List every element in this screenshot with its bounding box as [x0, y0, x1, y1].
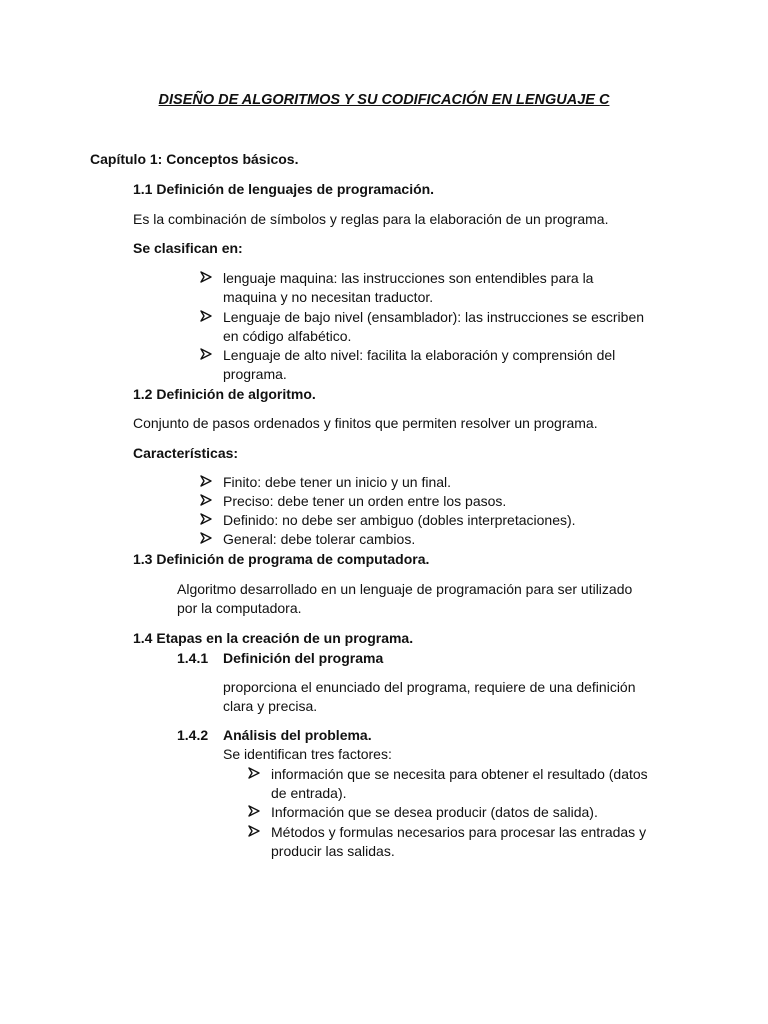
list-item-continuation: programa. [223, 366, 287, 382]
section-1-2-heading: 1.2 Definición de algoritmo. [133, 386, 316, 402]
section-1-2-definition: Conjunto de pasos ordenados y finitos que permiten resolver un programa. [133, 415, 598, 431]
section-1-3-heading: 1.3 Definición de programa de computadora. [133, 551, 430, 567]
list-item-continuation: maquina y no necesitan traductor. [223, 289, 434, 305]
arrow-bullet-icon [200, 494, 214, 508]
section-1-3-text-continuation: por la computadora. [177, 600, 302, 616]
arrow-bullet-icon [200, 475, 214, 489]
arrow-bullet-icon [200, 348, 214, 362]
arrow-bullet-icon [200, 271, 214, 285]
arrow-bullet-icon [248, 825, 262, 839]
classify-heading: Se clasifican en: [133, 240, 243, 256]
document-title: DISEÑO DE ALGORITMOS Y SU CODIFICACIÓN EN LENGUAJE C [158, 92, 610, 108]
list-item: Métodos y formulas necesarios para procesar las entradas y [271, 824, 647, 840]
list-item: General: debe tolerar cambios. [223, 531, 416, 547]
arrow-bullet-icon [200, 310, 214, 324]
features-heading: Características: [133, 445, 239, 461]
list-item: lenguaje maquina: las instrucciones son entendibles para la [223, 270, 594, 286]
arrow-bullet-icon [200, 532, 214, 546]
list-item: Lenguaje de alto nivel: facilita la elaboración y comprensión del [223, 347, 616, 363]
section-1-4-heading: 1.4 Etapas en la creación de un programa. [133, 630, 414, 646]
list-item: Preciso: debe tener un orden entre los pasos. [223, 493, 507, 509]
list-item-continuation: en código alfabético. [223, 328, 352, 344]
subsection-1-4-2-intro: Se identifican tres factores: [223, 746, 392, 762]
section-1-1-heading: 1.1 Definición de lenguajes de programación. [133, 181, 435, 197]
section-1-1-definition: Es la combinación de símbolos y reglas para la elaboración de un programa. [133, 211, 609, 227]
subsection-1-4-2-heading: Análisis del problema. [223, 727, 372, 743]
list-item: Información que se desea producir (datos de salida). [271, 804, 598, 820]
arrow-bullet-icon [248, 805, 262, 819]
subsection-number: 1.4.1 [177, 650, 209, 666]
section-1-3-text: Algoritmo desarrollado en un lenguaje de programación para ser utilizado [177, 581, 633, 597]
subsection-number: 1.4.2 [177, 727, 209, 743]
arrow-bullet-icon [248, 767, 262, 781]
list-item-continuation: producir las salidas. [271, 843, 395, 859]
list-item: información que se necesita para obtener el resultado (datos [271, 766, 648, 782]
chapter-heading: Capítulo 1: Conceptos básicos. [90, 151, 299, 167]
list-item: Definido: no debe ser ambiguo (dobles interpretaciones). [223, 512, 576, 528]
arrow-bullet-icon [200, 513, 214, 527]
list-item: Lenguaje de bajo nivel (ensamblador): las instrucciones se escriben [223, 309, 645, 325]
subsection-1-4-1-text: proporciona el enunciado del programa, requiere de una definición [223, 679, 636, 695]
list-item: Finito: debe tener un inicio y un final. [223, 474, 452, 490]
subsection-1-4-1-text-continuation: clara y precisa. [223, 698, 318, 714]
subsection-1-4-1-heading: Definición del programa [223, 650, 384, 666]
list-item-continuation: de entrada). [271, 785, 347, 801]
